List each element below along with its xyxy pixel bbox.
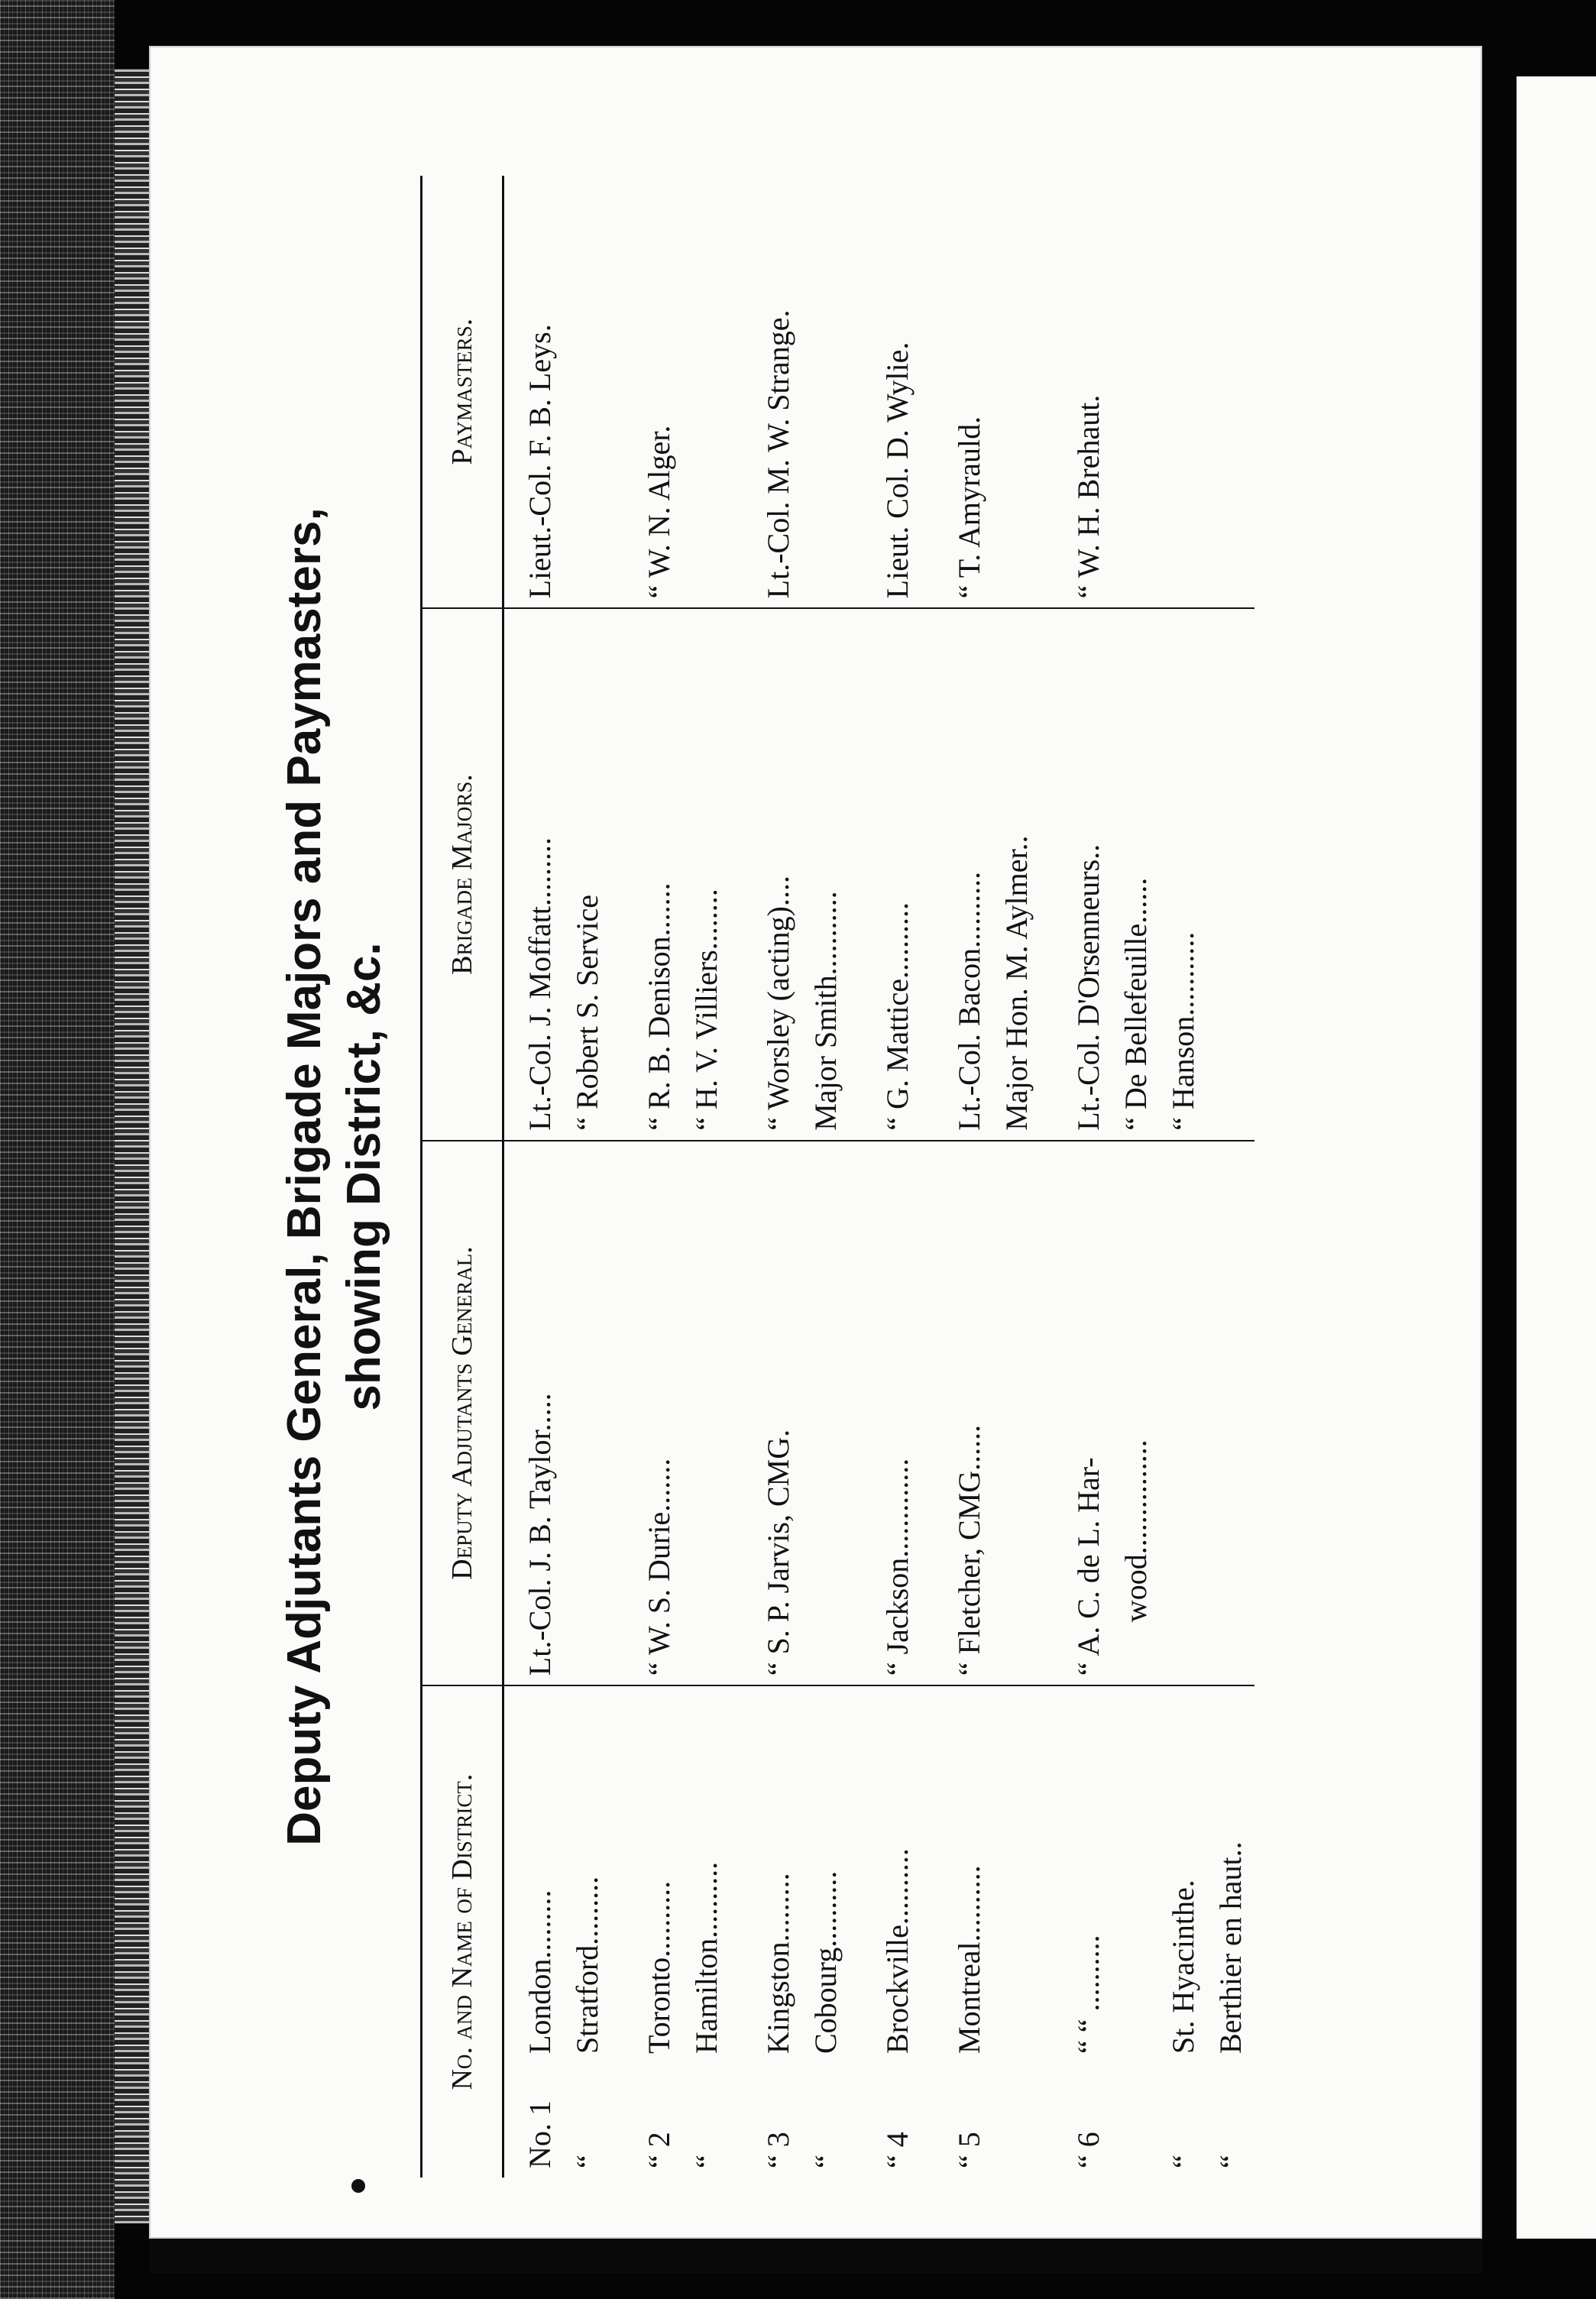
- district-cell: “Berthier en haut..: [1213, 1841, 1248, 2168]
- paper-page-next: [1517, 76, 1596, 2239]
- deputy-cell: [564, 1141, 611, 1685]
- page-title: [275, 176, 394, 2178]
- header-brigade-majors: Brigade Majors.: [422, 608, 503, 1140]
- paymaster-cell: [993, 176, 1041, 608]
- scan-edge-noise: [115, 69, 149, 2223]
- district-cell: “St. Hyacinthe.: [1166, 1880, 1200, 2168]
- district-cell: [993, 1685, 1041, 2178]
- table-row: [850, 176, 921, 2178]
- table-row: [564, 176, 611, 2178]
- paymaster-cell: [1112, 176, 1160, 608]
- paymaster-cell: “ T. Amyrauld.: [921, 176, 993, 608]
- scan-border-bottom: [149, 2239, 1482, 2273]
- rotated-document: [145, 38, 1459, 2223]
- paymaster-cell: [802, 176, 850, 608]
- deputy-cell: “ A. C. de L. Har-: [1041, 1141, 1112, 1685]
- brigade-cell: “ Worsley (acting)....: [730, 608, 802, 1140]
- paymaster-cell: [1207, 176, 1254, 608]
- ink-dot: [351, 2179, 365, 2193]
- district-cell: “Stratford.........: [570, 1876, 604, 2168]
- brigade-cell: Major Hon. M. Aylmer..: [993, 608, 1041, 1140]
- brigade-cell: “ R. B. Denison.......: [611, 608, 683, 1140]
- brigade-cell: “ De Bellefeuille......: [1112, 608, 1160, 1140]
- header-deputy-adjutants: Deputy Adjutants General.: [422, 1141, 503, 1685]
- brigade-cell: “ Hanson...........: [1160, 608, 1207, 1140]
- brigade-cell: Lt.-Col. D'Orsenneurs..: [1041, 608, 1112, 1140]
- paymaster-cell: Lt.-Col. M. W. Strange.: [730, 176, 802, 608]
- title-line-1: Deputy Adjutants General, Brigade Majors and Paymasters,: [278, 507, 331, 1846]
- paymaster-cell: [683, 176, 730, 608]
- deputy-cell: [993, 1141, 1041, 1685]
- table-row: [993, 176, 1041, 2178]
- deputy-cell: [683, 1141, 730, 1685]
- paymaster-cell: [564, 176, 611, 608]
- deputy-cell: [1207, 1141, 1254, 1685]
- district-cell: “ 4Brockville..........: [880, 1848, 915, 2168]
- table-row: [1041, 176, 1112, 2178]
- district-cell: “ 3Kingston.........: [761, 1873, 795, 2168]
- table-header-row: [422, 176, 503, 2178]
- deputy-cell: “ Fletcher, CMG......: [921, 1141, 993, 1685]
- scan-edge-left: [0, 0, 115, 2299]
- paymaster-cell: Lieut.-Col. F. B. Leys.: [503, 176, 565, 608]
- table-row: [1160, 176, 1207, 2178]
- deputy-cell: “ Jackson.............: [850, 1141, 921, 1685]
- paymaster-cell: “ W. N. Alger.: [611, 176, 683, 608]
- brigade-cell: Major Smith...........: [802, 608, 850, 1140]
- header-district: No. and Name of District.: [422, 1685, 503, 2178]
- table-row: [503, 176, 565, 2178]
- brigade-cell: “ G. Mattice..........: [850, 608, 921, 1140]
- table-row: [1112, 176, 1160, 2178]
- brigade-cell: Lt.-Col. Bacon..........: [921, 608, 993, 1140]
- district-table: [420, 176, 1254, 2178]
- district-cell: [1112, 1685, 1160, 2178]
- district-cell: “ 6“ “ ..........: [1071, 1935, 1106, 2168]
- table-row: [683, 176, 730, 2178]
- table-row: [802, 176, 850, 2178]
- header-paymasters: Paymasters.: [422, 176, 503, 608]
- district-cell: “ 5Montreal..........: [952, 1865, 986, 2168]
- deputy-cell: [802, 1141, 850, 1685]
- paymaster-cell: “ W. H. Brehaut.: [1041, 176, 1112, 608]
- deputy-cell: “ S. P. Jarvis, CMG.: [730, 1141, 802, 1685]
- paymaster-cell: [1160, 176, 1207, 608]
- district-cell: “Hamilton..........: [689, 1861, 724, 2168]
- table-row: [1207, 176, 1254, 2178]
- deputy-cell: [1160, 1141, 1207, 1685]
- brigade-cell: Lt.-Col. J. Moffatt.........: [503, 608, 565, 1140]
- deputy-cell: wood...............: [1112, 1141, 1160, 1685]
- paymaster-cell: Lieut. Col. D. Wylie.: [850, 176, 921, 608]
- table-row: [730, 176, 802, 2178]
- table-row: [921, 176, 993, 2178]
- title-line-2: showing District, &c.: [338, 942, 390, 1411]
- brigade-cell: “ H. V. Villiers........: [683, 608, 730, 1140]
- table-row: [611, 176, 683, 2178]
- deputy-cell: “ W. S. Durie.......: [611, 1141, 683, 1685]
- district-cell: “ 2Toronto..........: [642, 1880, 676, 2168]
- deputy-cell: Lt.-Col. J. B. Taylor.....: [503, 1141, 565, 1685]
- brigade-cell: [1207, 608, 1254, 1140]
- district-cell: “Cobourg..........: [808, 1870, 843, 2168]
- brigade-cell: “ Robert S. Service: [564, 608, 611, 1140]
- district-cell: No. 1London.........: [523, 1889, 557, 2168]
